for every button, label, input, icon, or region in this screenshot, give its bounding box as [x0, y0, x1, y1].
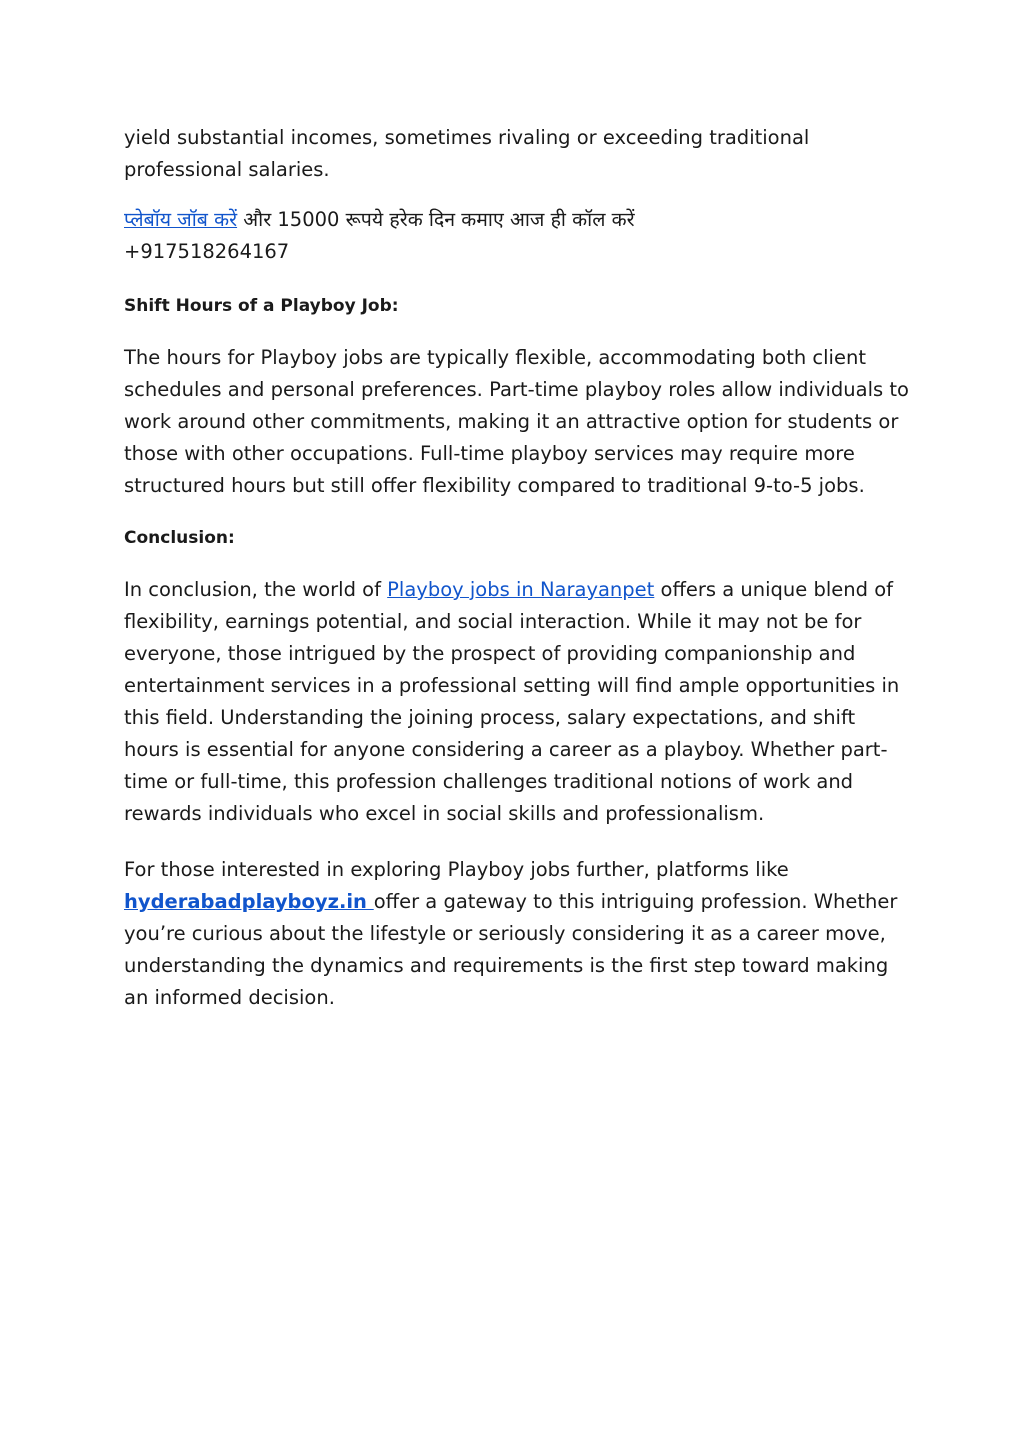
conclusion-suffix: offers a unique blend of flexibility, earnings potential, and social interaction. While it may not be for everyone, those intrigued by the prospect of providing companionship and entertainment services in a professional setting will find ample opportunities in this field. Understanding the joining process, salary expectations, and shift hours is essential for anyone considering a career as a playboy. Whether part-time or full-time, this profession challenges traditional notions of work and rewards individuals who excel in social skills and professionalism.	[124, 578, 900, 825]
shift-hours-paragraph: The hours for Playboy jobs are typically flexible, accommodating both client schedules and personal preferences. Part-time playboy roles allow individuals to work around other commitments, making it an attractive option for students or those with other occupations. Full-time playboy services may require more structured hours but still offer flexibility compared to traditional 9-to-5 jobs.	[124, 346, 909, 497]
intro-text: yield substantial incomes, sometimes rivaling or exceeding traditional professional salaries.	[124, 126, 810, 181]
hindi-call-text: और 15000 रूपये हरेक दिन कमाए आज ही कॉल करें	[237, 208, 635, 231]
final-paragraph	[124, 854, 914, 1014]
conclusion-heading: Conclusion:	[124, 528, 235, 548]
conclusion-prefix: In conclusion, the world of	[124, 578, 388, 601]
shift-hours-heading: Shift Hours of a Playboy Job:	[124, 296, 399, 316]
phone-number: +917518264167	[124, 240, 290, 263]
hindi-call-paragraph	[124, 204, 914, 268]
intro-paragraph	[124, 122, 914, 186]
final-prefix: For those interested in exploring Playboy jobs further, platforms like	[124, 858, 789, 881]
conclusion-paragraph	[124, 574, 914, 830]
hyderabadplayboyz-link[interactable]: hyderabadplayboyz.in	[124, 890, 374, 913]
document-body	[124, 122, 914, 1038]
narayanpet-jobs-link[interactable]: Playboy jobs in Narayanpet	[387, 578, 655, 601]
final-suffix: offer a gateway to this intriguing profession. Whether you’re curious about the lifestyle or seriously considering it as a career move, understanding the dynamics and requirements is the first step toward making an informed decision.	[124, 890, 898, 1009]
hindi-job-link[interactable]: प्लेबॉय जॉब करें	[124, 208, 238, 231]
